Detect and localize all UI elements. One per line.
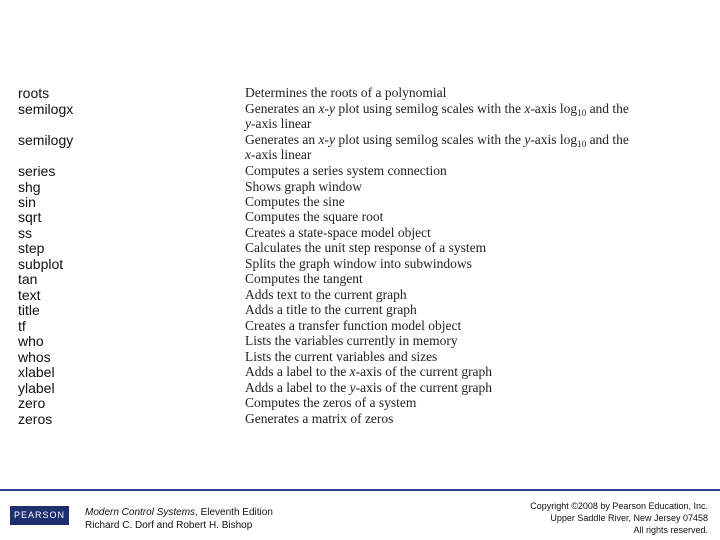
command-description (245, 396, 705, 410)
command-name: shg (18, 179, 41, 195)
command-name: subplot (18, 256, 64, 272)
command-name: step (18, 240, 45, 256)
description-fragment: -axis log (530, 101, 578, 116)
description-fragment: x (524, 101, 531, 116)
command-name: semilogx (18, 101, 74, 117)
description-fragment: plot using semilog scales with the (334, 101, 525, 116)
description-fragment: Creates a transfer function model object (245, 318, 462, 333)
command-name: sin (18, 194, 36, 210)
description-fragment: Calculates the unit step response of a system (245, 240, 487, 255)
command-description (245, 133, 705, 148)
command-name: tf (18, 318, 26, 334)
description-fragment: -axis of the current graph (355, 380, 493, 395)
description-fragment: y (524, 132, 531, 147)
description-fragment: Determines the roots of a polynomial (245, 85, 447, 100)
book-title-line (85, 506, 273, 519)
command-description (245, 148, 705, 162)
command-name: zero (18, 395, 46, 411)
description-fragment: Splits the graph window into subwindows (245, 256, 472, 271)
command-name: who (18, 333, 44, 349)
description-fragment: Creates a state-space model object (245, 225, 431, 240)
pearson-logo (10, 506, 69, 525)
description-fragment: Computes a series system connection (245, 163, 447, 178)
command-name: roots (18, 85, 50, 101)
command-description (245, 257, 705, 271)
footer-divider (0, 489, 720, 491)
command-name: xlabel (18, 364, 55, 380)
command-name: text (18, 287, 41, 303)
description-fragment: x (245, 147, 251, 162)
command-description (245, 381, 705, 395)
description-fragment: -axis of the current graph (355, 364, 493, 379)
description-fragment: y (349, 380, 356, 395)
description-fragment: Computes the square root (245, 209, 384, 224)
command-description (245, 272, 705, 286)
description-fragment: -axis log (530, 132, 578, 147)
description-fragment: y (245, 116, 251, 131)
command-name: series (18, 163, 56, 179)
description-fragment: plot using semilog scales with the (334, 132, 525, 147)
command-description (245, 164, 705, 178)
description-fragment: Lists the variables currently in memory (245, 333, 458, 348)
description-fragment: and the (586, 132, 629, 147)
copyright-line-1: Copyright ©2008 by Pearson Education, Inc. (530, 501, 708, 511)
command-description (245, 210, 705, 224)
book-title: Modern Control Systems (85, 507, 196, 518)
book-authors: Richard C. Dorf and Robert H. Bishop (85, 520, 253, 531)
description-fragment: Adds a title to the current graph (245, 302, 417, 317)
command-description (245, 288, 705, 302)
command-description (245, 334, 705, 348)
description-fragment: 10 (577, 108, 587, 118)
command-name: title (18, 302, 40, 318)
command-description (245, 86, 705, 100)
description-fragment: Generates a matrix of zeros (245, 411, 394, 426)
book-edition: , Eleventh Edition (195, 507, 273, 518)
description-fragment: Computes the sine (245, 194, 345, 209)
description-fragment: and the (586, 101, 629, 116)
command-description (245, 303, 705, 317)
description-fragment: -axis linear (251, 147, 312, 162)
command-description (245, 241, 705, 255)
command-name: ylabel (18, 380, 55, 396)
description-fragment: -axis linear (251, 116, 312, 131)
command-name: zeros (18, 411, 53, 427)
command-description (245, 102, 705, 117)
description-fragment: Adds a label to the (245, 364, 350, 379)
description-fragment: x (349, 364, 356, 379)
command-description (245, 117, 705, 131)
copyright-line-2: Upper Saddle River, New Jersey 07458 (550, 513, 708, 523)
description-fragment: Generates an (245, 101, 319, 116)
description-fragment: Shows graph window (245, 179, 362, 194)
description-fragment: Adds text to the current graph (245, 287, 407, 302)
command-name: tan (18, 271, 38, 287)
description-fragment: x-y (318, 132, 335, 147)
description-fragment: Adds a label to the (245, 380, 350, 395)
command-description (245, 350, 705, 364)
copyright-notice (530, 500, 708, 536)
command-name: semilogy (18, 132, 74, 148)
description-fragment: x-y (318, 101, 335, 116)
command-description (245, 180, 705, 194)
command-description (245, 365, 705, 379)
description-fragment: Computes the tangent (245, 271, 363, 286)
command-name: sqrt (18, 209, 42, 225)
command-name: whos (18, 349, 51, 365)
copyright-line-3: All rights reserved. (633, 525, 708, 535)
pearson-logo-text: PEARSON (13, 510, 65, 520)
book-citation (85, 506, 273, 532)
description-fragment: Computes the zeros of a system (245, 395, 417, 410)
command-name: ss (18, 225, 32, 241)
description-fragment: Lists the current variables and sizes (245, 349, 438, 364)
command-description (245, 195, 705, 209)
description-fragment: Generates an (245, 132, 319, 147)
command-description (245, 226, 705, 240)
command-description (245, 319, 705, 333)
description-fragment: 10 (577, 139, 587, 149)
command-description (245, 412, 705, 426)
